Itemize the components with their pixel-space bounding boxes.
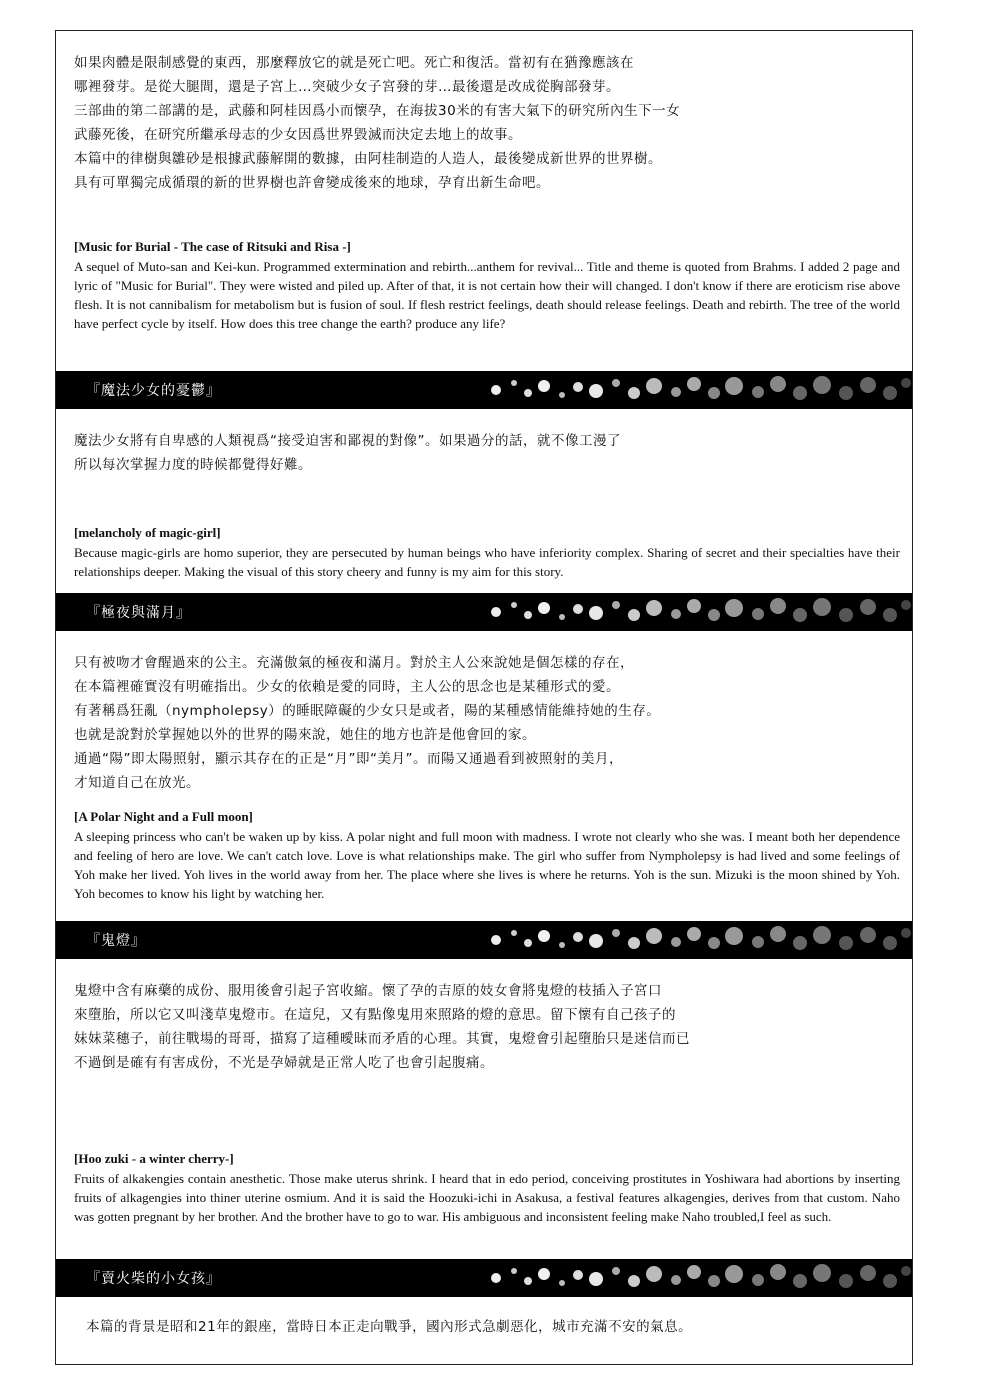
section-title-en: [A Polar Night and a Full moon] <box>74 809 253 824</box>
dot-shape <box>770 598 786 614</box>
section-header-bar <box>56 593 912 631</box>
section-magic-girl-zh <box>74 429 900 477</box>
section-match-girl-zh <box>86 1315 900 1339</box>
zh-line: 也就是說對於掌握她以外的世界的陽來說，她住的地方也許是他會回的家。 <box>74 727 536 743</box>
page-frame <box>55 30 913 1365</box>
dot-shape <box>901 600 911 610</box>
dot-shape <box>839 608 853 622</box>
dot-shape <box>628 609 640 621</box>
dot-shape <box>725 927 743 945</box>
zh-line: 魔法少女將有自卑感的人類視爲“接受迫害和鄙視的對像”。如果過分的話，就不像工漫了 <box>74 433 621 449</box>
dot-shape <box>752 608 764 620</box>
dot-shape <box>752 386 764 398</box>
zh-line: 如果肉體是限制感覺的東西，那麼釋放它的就是死亡吧。死亡和復活。當初有在猶豫應該在 <box>74 55 634 71</box>
zh-line: 只有被吻才會醒過來的公主。充滿傲氣的極夜和滿月。對於主人公來說她是個怎樣的存在， <box>74 655 634 671</box>
dot-shape <box>511 602 517 608</box>
section-text-en: Fruits of alkakengies contain anesthetic. Those make uterus shrink. I heard that in edo period, conceiving prostitutes in Yoshiwara had abortions by inserting fruits of alkagengies into thiner uterine osmium. And it is said the Hoozuki-ichi in Asakusa, a festival features alkagengies, derives from that custom. Naho was gotten pregnant by her brother. And the brother have to go to war. His ambiguous and inconsistent feeling make Naho troubled,I feel as such. <box>74 1171 900 1224</box>
dot-shape <box>671 609 681 619</box>
dot-shape <box>671 387 681 397</box>
dot-shape <box>628 387 640 399</box>
dot-shape <box>538 930 550 942</box>
dot-shape <box>589 606 603 620</box>
zh-line: 不過倒是確有有害成份，不光是孕婦就是正常人吃了也會引起腹痛。 <box>74 1055 494 1071</box>
dot-shape <box>860 377 876 393</box>
zh-line: 哪裡發芽。是從大腿間，還是子宮上…突破少女子宮發的芽…最後還是改成從胸部發芽。 <box>74 79 620 95</box>
dot-shape <box>813 376 831 394</box>
dot-shape <box>708 937 720 949</box>
dot-shape <box>511 930 517 936</box>
section-text-en: A sequel of Muto-san and Kei-kun. Programmed extermination and rebirth...anthem for revival... Title and theme is quoted from Brahms. I added 2 page and lyric of "Music for Burial". They were wisted and piled up. After of that, it is not certain how their will changed. I don't know if there are eroticism rise above flesh. It is not cannibalism for metabolism but is fusion of soul. If flesh restrict feelings, death should release feelings. Death and rebirth. The tree of the world have perfect cycle by itself. How does this tree change the earth? produce any life? <box>74 259 900 331</box>
dot-shape <box>538 602 550 614</box>
dot-shape <box>511 380 517 386</box>
dot-shape <box>839 386 853 400</box>
section-header-bar <box>56 1259 912 1297</box>
dot-shape <box>511 1268 517 1274</box>
dot-shape <box>839 936 853 950</box>
dot-shape <box>573 932 583 942</box>
dot-shape <box>687 377 701 391</box>
section-title-en: [Music for Burial - The case of Ritsuki and Risa -] <box>74 239 351 254</box>
dot-shape <box>612 379 620 387</box>
section-header-bar <box>56 921 912 959</box>
dot-shape <box>901 378 911 388</box>
zh-line: 在本篇裡確實沒有明確指出。少女的依賴是愛的同時，主人公的思念也是某種形式的愛。 <box>74 679 620 695</box>
dot-shape <box>589 1272 603 1286</box>
dot-shape <box>770 376 786 392</box>
dot-shape <box>573 382 583 392</box>
dot-shape <box>770 926 786 942</box>
dot-shape <box>538 1268 550 1280</box>
dot-shape <box>883 936 897 950</box>
dot-shape <box>901 1266 911 1276</box>
zh-line: 鬼燈中含有麻藥的成份、服用後會引起子宮收縮。懷了孕的吉原的妓女會將鬼燈的枝插入子宮口 <box>74 983 662 999</box>
zh-line: 具有可單獨完成循環的新的世界樹也許會變成後來的地球，孕育出新生命吧。 <box>74 175 550 191</box>
dot-shape <box>612 601 620 609</box>
section-music-for-burial-zh <box>74 51 900 195</box>
dot-shape <box>793 386 807 400</box>
dot-shape <box>770 1264 786 1280</box>
dot-shape <box>559 614 565 620</box>
dot-shape <box>524 389 532 397</box>
dot-shape <box>687 599 701 613</box>
dot-shape <box>793 1274 807 1288</box>
zh-line: 通過“陽”即太陽照射，顯示其存在的正是“月”即“美月”。而陽又通過看到被照射的美月， <box>74 751 623 767</box>
dot-shape <box>524 1277 532 1285</box>
section-hoozuki-en <box>74 1151 900 1226</box>
dot-shape <box>559 1280 565 1286</box>
dot-shape <box>646 378 662 394</box>
dot-shape <box>671 937 681 947</box>
dot-shape <box>573 604 583 614</box>
dot-shape <box>813 598 831 616</box>
dots-decoration-icon <box>486 921 914 959</box>
section-header-bar <box>56 371 912 409</box>
dot-shape <box>559 942 565 948</box>
dot-shape <box>725 599 743 617</box>
dot-shape <box>883 386 897 400</box>
dot-shape <box>573 1270 583 1280</box>
dot-shape <box>687 1265 701 1279</box>
dot-shape <box>646 1266 662 1282</box>
dots-decoration-icon <box>486 371 914 409</box>
dot-shape <box>671 1275 681 1285</box>
dot-shape <box>860 1265 876 1281</box>
dot-shape <box>883 608 897 622</box>
section-text-en: A sleeping princess who can't be waken up by kiss. A polar night and full moon with madness. I wrote not clearly who she was. I meant both her dependence and feeling of hero are love. We can't catch love. Love is what relationships make. The girl who suffer from Nympholepsy is had lived and some feelings of Yoh make her lived. Yoh lives in the world away from her. The place where she lives is where he returns. Yoh is the sun. Mizuki is the moon shined by Yoh. Yoh becomes to know his light by watching her. <box>74 829 900 901</box>
dot-shape <box>839 1274 853 1288</box>
dot-shape <box>883 1274 897 1288</box>
zh-line: 本篇中的律樹與雛砂是根據武藤解開的數據，由阿桂制造的人造人，最後變成新世界的世界樹。 <box>74 151 662 167</box>
dot-shape <box>860 599 876 615</box>
zh-line: 妹妹菜穗子，前往戰場的哥哥，描寫了這種曖昧而矛盾的心理。其實，鬼燈會引起墮胎只是迷信而已 <box>74 1031 690 1047</box>
dot-shape <box>589 384 603 398</box>
zh-line: 有著稱爲狂亂（nympholepsy）的睡眠障礙的少女只是或者，陽的某種感情能維持她的生存。 <box>74 703 661 719</box>
dot-shape <box>687 927 701 941</box>
section-title-zh: 『賣火柴的小女孩』 <box>86 1271 221 1287</box>
dot-shape <box>491 935 501 945</box>
dot-shape <box>646 600 662 616</box>
zh-line: 來墮胎，所以它又叫淺草鬼燈市。在這兒，又有點像鬼用來照路的燈的意思。留下懷有自己孩子的 <box>74 1007 676 1023</box>
dot-shape <box>793 608 807 622</box>
zh-line: 才知道自己在放光。 <box>74 775 200 791</box>
dot-shape <box>628 1275 640 1287</box>
dot-shape <box>725 1265 743 1283</box>
dot-shape <box>813 926 831 944</box>
section-polar-night-en <box>74 809 900 903</box>
zh-line: 武藤死後，在研究所繼承母志的少女因爲世界毀滅而決定去地上的故事。 <box>74 127 522 143</box>
dot-shape <box>708 1275 720 1287</box>
section-magic-girl-en <box>74 525 900 581</box>
section-title-zh: 『極夜與滿月』 <box>86 605 191 621</box>
section-title-en: [melancholy of magic-girl] <box>74 525 221 540</box>
section-title-zh: 『魔法少女的憂鬱』 <box>86 383 221 399</box>
zh-line: 所以每次掌握力度的時候都覺得好難。 <box>74 457 312 473</box>
dot-shape <box>793 936 807 950</box>
dot-shape <box>589 934 603 948</box>
zh-line: 本篇的背景是昭和21年的銀座，當時日本正走向戰爭，國內形式急劇惡化，城市充滿不安的氣息。 <box>86 1319 693 1335</box>
dot-shape <box>628 937 640 949</box>
dot-shape <box>524 611 532 619</box>
dot-shape <box>559 392 565 398</box>
section-polar-night-zh <box>74 651 900 795</box>
dot-shape <box>860 927 876 943</box>
section-title-zh: 『鬼燈』 <box>86 933 146 949</box>
dots-decoration-icon <box>486 1259 914 1297</box>
dot-shape <box>491 607 501 617</box>
zh-line: 三部曲的第二部講的是，武藤和阿桂因爲小而懷孕，在海拔30米的有害大氣下的研究所內生下一女 <box>74 103 681 119</box>
dot-shape <box>813 1264 831 1282</box>
dot-shape <box>901 928 911 938</box>
dot-shape <box>612 929 620 937</box>
dot-shape <box>491 1273 501 1283</box>
section-title-en: [Hoo zuki - a winter cherry-] <box>74 1151 234 1166</box>
dot-shape <box>708 387 720 399</box>
dot-shape <box>752 936 764 948</box>
section-hoozuki-zh <box>74 979 900 1075</box>
dot-shape <box>725 377 743 395</box>
dot-shape <box>708 609 720 621</box>
section-text-en: Because magic-girls are homo superior, they are persecuted by human beings who have inferiority complex. Sharing of secret and their specialties have their relationships deeper. Making the visual of this story cheery and funny is my aim for this story. <box>74 545 900 579</box>
dot-shape <box>646 928 662 944</box>
dot-shape <box>538 380 550 392</box>
dot-shape <box>612 1267 620 1275</box>
dot-shape <box>491 385 501 395</box>
dot-shape <box>524 939 532 947</box>
dots-decoration-icon <box>486 593 914 631</box>
section-music-for-burial-en <box>74 239 900 333</box>
dot-shape <box>752 1274 764 1286</box>
